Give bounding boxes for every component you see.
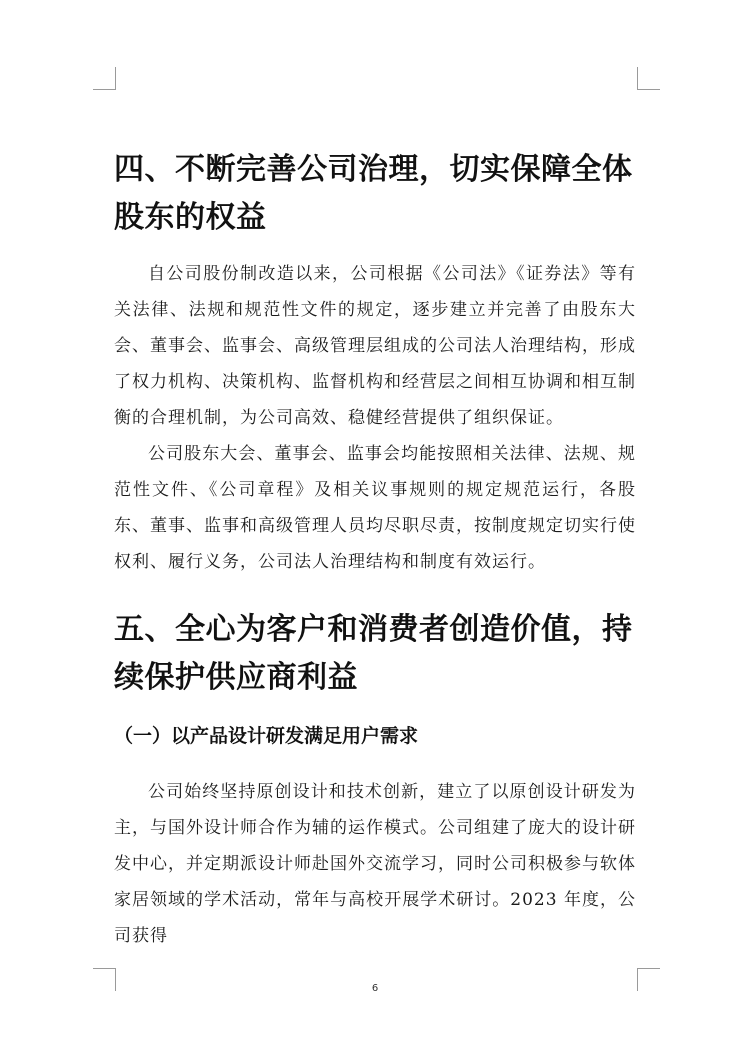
section-4-heading: 四、不断完善公司治理，切实保障全体股东的权益	[114, 152, 633, 235]
section-4-paragraph-2: 公司股东大会、董事会、监事会均能按照相关法律、法规、规范性文件、《公司章程》及相关议事规则的规定规范运行，各股东、董事、监事和高级管理人员均尽职尽责，按制度规定切实行使权利、履行义务，公司法人治理结构和制度有效运行。	[114, 444, 636, 572]
section-5-heading: 五、全心为客户和消费者创造价值，持续保护供应商利益	[114, 612, 633, 695]
subsection-1-heading: （一）以产品设计研发满足用户需求	[114, 725, 419, 747]
crop-mark-top-left	[93, 67, 116, 90]
section-4-paragraph-1: 自公司股份制改造以来，公司根据《公司法》《证券法》等有关法律、法规和规范性文件的规定，逐步建立并完善了由股东大会、董事会、监事会、高级管理层组成的公司法人治理结构，形成了权力机构、决策机构、监督机构和经营层之间相互协调和相互制衡的合理机制，为公司高效、稳健经营提供了组织保证。	[114, 264, 636, 428]
document-body	[114, 146, 636, 954]
page-number: 6	[371, 983, 379, 994]
crop-mark-top-right	[637, 67, 660, 90]
subsection-1-paragraph: 公司始终坚持原创设计和技术创新，建立了以原创设计研发为主，与国外设计师合作为辅的运作模式。公司组建了庞大的设计研发中心，并定期派设计师赴国外交流学习，同时公司积极参与软体家居领域的学术活动，常年与高校开展学术研讨。2023 年度，公司获得	[114, 782, 636, 946]
